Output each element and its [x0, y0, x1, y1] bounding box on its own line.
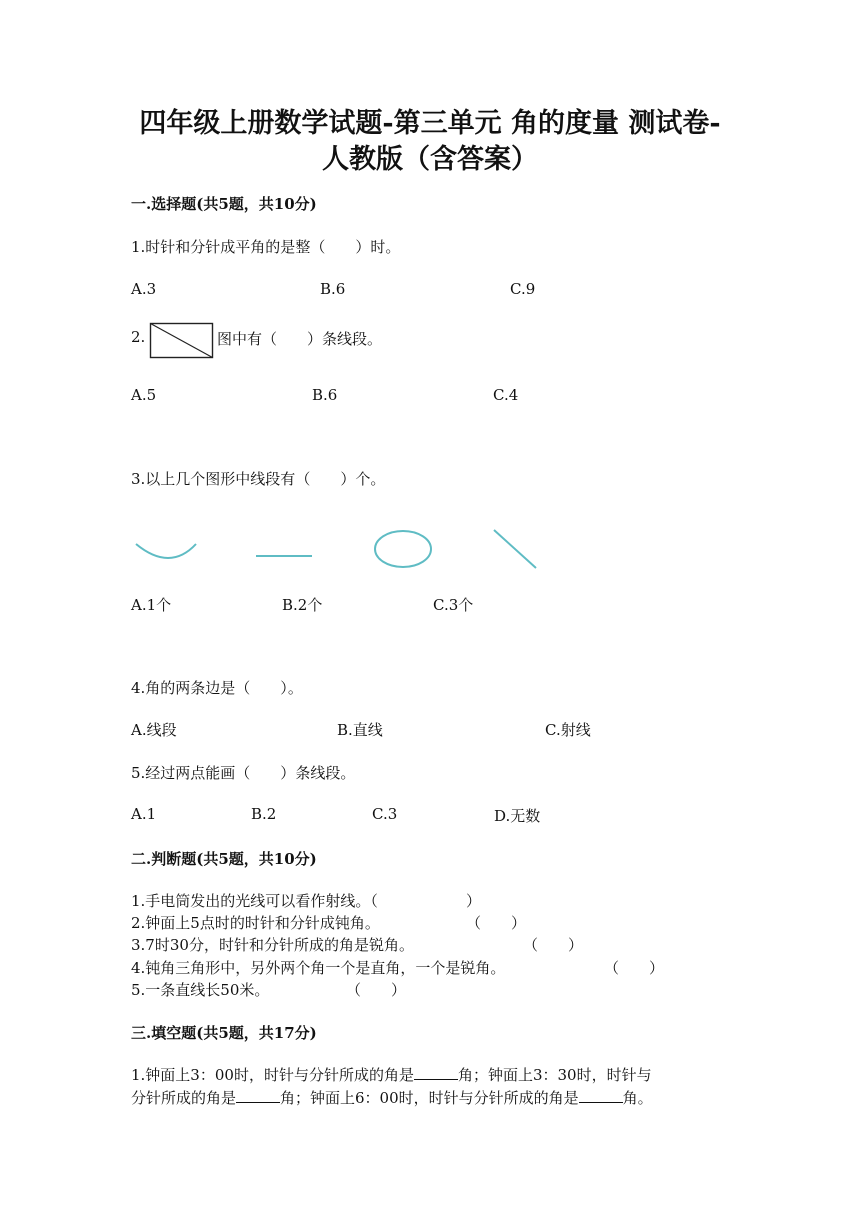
- judgment-item-1: 1.手电筒发出的光线可以看作射线。（: [131, 892, 378, 910]
- q3-option-c: C.3个: [433, 596, 474, 614]
- question-1-text: 1.时针和分针成平角的是整（ ）时。: [131, 238, 401, 256]
- q2-option-b: B.6: [312, 386, 338, 404]
- section-heading-choice: 一.选择题(共5题，共10分): [131, 195, 317, 213]
- judgment-item-4: 4.钝角三角形中，另外两个角一个是直角，一个是锐角。: [131, 959, 506, 977]
- q5-option-d: D.无数: [494, 807, 541, 825]
- judgment-item-2-paren: （ ）: [466, 914, 527, 932]
- question-4-text: 4.角的两条边是（ ）。: [131, 679, 303, 697]
- judgment-item-5: 5.一条直线长50米。: [131, 981, 270, 999]
- question-2-text: 图中有（ ）条线段。: [217, 330, 383, 348]
- blank-1: [414, 1065, 458, 1080]
- judgment-item-4-paren: （ ）: [604, 959, 665, 977]
- fill-q1-text-c: 分针所成的角是: [131, 1089, 237, 1107]
- curve-figure: [136, 544, 196, 558]
- ellipse-figure: [375, 531, 431, 567]
- section-heading-judgment: 二.判断题(共5题，共10分): [131, 850, 317, 868]
- fill-question-1-line1: [131, 1063, 652, 1087]
- judgment-item-3-paren: （ ）: [523, 936, 584, 954]
- q1-option-b: B.6: [320, 280, 346, 298]
- q5-option-b: B.2: [251, 805, 277, 823]
- question-2-number: 2.: [131, 328, 146, 346]
- q3-option-a: A.1个: [131, 596, 172, 614]
- judgment-item-3: 3.7时30分，时针和分针所成的角是锐角。: [131, 936, 414, 954]
- section-heading-fill-blank: 三.填空题(共5题，共17分): [131, 1024, 317, 1042]
- question-3-text: 3.以上几个图形中线段有（ ）个。: [131, 470, 386, 488]
- q3-option-b: B.2个: [282, 596, 323, 614]
- judgment-item-2: 2.钟面上5点时的时针和分针成钝角。: [131, 914, 380, 932]
- q4-option-a: A.线段: [131, 721, 177, 739]
- q5-option-c: C.3: [372, 805, 398, 823]
- blank-2: [236, 1088, 280, 1103]
- q3-figures: [130, 520, 550, 580]
- page-title-line2: 人教版（含答案）: [322, 144, 538, 175]
- q1-option-c: C.9: [510, 280, 536, 298]
- q1-option-a: A.3: [131, 280, 157, 298]
- page-title-line1: 四年级上册数学试题-第三单元 角的度量 测试卷-: [139, 108, 721, 139]
- fill-q1-text-d: 角；钟面上6：00时，时针与分针所成的角是: [280, 1089, 579, 1107]
- question-5-text: 5.经过两点能画（ ）条线段。: [131, 764, 356, 782]
- judgment-item-1-paren: ）: [466, 892, 482, 910]
- rectangle-diagonal-figure: [150, 323, 214, 359]
- fill-q1-text-a: 1.钟面上3：00时，时针与分针所成的角是: [131, 1066, 414, 1084]
- q2-option-a: A.5: [131, 386, 157, 404]
- blank-3: [579, 1088, 623, 1103]
- q4-option-c: C.射线: [545, 721, 591, 739]
- q2-option-c: C.4: [493, 386, 519, 404]
- fill-q1-text-e: 角。: [622, 1089, 653, 1107]
- q4-option-b: B.直线: [337, 721, 383, 739]
- slanted-line-figure: [494, 530, 536, 568]
- judgment-item-5-paren: （ ）: [346, 981, 407, 999]
- fill-q1-text-b: 角；钟面上3：30时，时针与: [457, 1066, 652, 1084]
- fill-question-1-line2: [131, 1086, 653, 1110]
- q5-option-a: A.1: [131, 805, 157, 823]
